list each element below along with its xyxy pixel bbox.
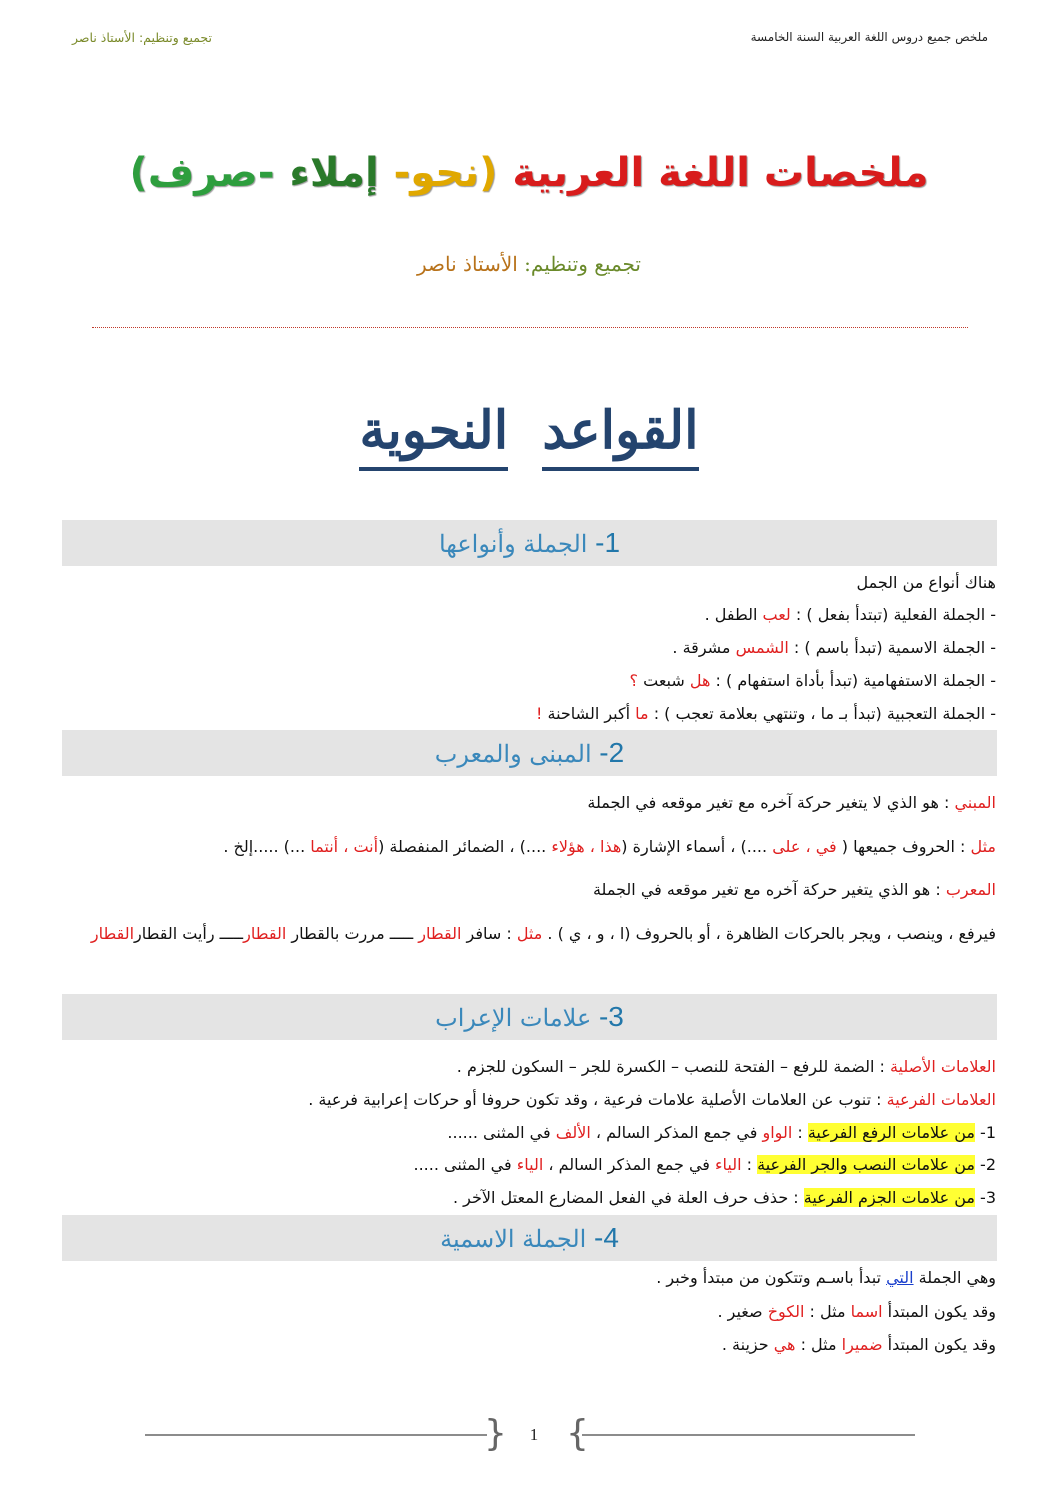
text: في جمع المذكر السالم ،	[543, 1155, 716, 1174]
text: - الجملة الاسمية (تبدأ باسم ) :	[788, 638, 996, 657]
text: ـــــ مررت بالقطار	[286, 924, 419, 943]
text: : تنوب عن العلامات الأصلية علامات فرعية ، وقد تكون حروفا أو حركات إعرابية فرعية .	[308, 1090, 887, 1109]
text: :	[792, 1123, 808, 1142]
section-3-bar	[62, 994, 997, 1040]
author-line	[0, 252, 1058, 276]
example: في ، على	[772, 837, 842, 856]
footer-rule-right	[582, 1434, 915, 1436]
title-part-imla: إملاء	[289, 150, 379, 196]
text: : الضمة للرفع – الفتحة للنصب – الكسرة للجر – السكون للجزم .	[456, 1057, 890, 1076]
s4-def	[62, 1267, 996, 1289]
example: الياء	[516, 1155, 544, 1174]
document-title	[0, 150, 1058, 196]
text: ـــــ رأيت القطار	[134, 924, 244, 943]
section-title: الجملة وأنواعها	[438, 530, 588, 558]
text: - الجملة التعجبية (تبدأ بـ ما ، وتنتهي بعلامة تعجب ) :	[648, 704, 996, 723]
example: هي	[773, 1335, 796, 1354]
example-word: ما	[635, 704, 649, 723]
text: - الجملة الفعلية (تبتدأ بفعل ) :	[790, 605, 996, 624]
section-number: 1-	[595, 527, 621, 558]
heading-word-1: القواعد	[542, 400, 698, 471]
term: المبني	[954, 793, 996, 812]
example-word: هل	[689, 671, 711, 690]
text: حزينة .	[721, 1335, 774, 1354]
section-number: 3-	[598, 1001, 624, 1032]
highlighted-term: من علامات الرفع الفرعية	[807, 1123, 975, 1142]
example: الألف	[555, 1123, 591, 1142]
text: صغير .	[717, 1302, 768, 1321]
text: وقد يكون المبتدأ	[882, 1302, 996, 1321]
text: ...) .....إلخ .	[223, 837, 311, 856]
example: الياء	[715, 1155, 742, 1174]
example: الكوخ	[767, 1302, 805, 1321]
section-number: 2-	[599, 737, 625, 768]
title-part-main: ملخصات اللغة العربية	[512, 150, 929, 196]
section-2-bar	[62, 730, 997, 776]
question-mark: ؟	[629, 671, 639, 690]
text: : الحروف جميعها (	[841, 837, 971, 856]
author-name: الأستاذ ناصر	[417, 252, 518, 276]
author-label: تجميع وتنظيم:	[524, 252, 641, 276]
text: في المثنى ......	[447, 1123, 556, 1142]
page-header-title: ملخص جميع دروس اللغة العربية السنة الخامسة	[750, 30, 988, 44]
text: : هو الذي لا يتغير حركة آخره مع تغير موقعه في الجملة	[587, 793, 955, 812]
s2-murab-def	[62, 879, 996, 901]
highlighted-term: من علامات الجزم الفرعية	[803, 1188, 975, 1207]
text: : حذف حرف العلة في الفعل المضارع المعتل الآخر .	[452, 1188, 804, 1207]
term: مثل	[970, 837, 996, 856]
text: شبعت	[638, 671, 690, 690]
section-4-bar	[62, 1215, 997, 1261]
section-title: الجملة الاسمية	[440, 1225, 587, 1253]
item-number: 1-	[974, 1123, 996, 1142]
text: مثل :	[804, 1302, 851, 1321]
text: - الجملة الاستفهامية (تبدأ بأداة استفهام ) :	[710, 671, 996, 690]
term: العلامات الأصلية	[889, 1057, 996, 1076]
example-word: لعب	[762, 605, 791, 624]
term: العلامات الفرعية	[886, 1090, 996, 1109]
title-part-nahw: (نحو-	[393, 150, 498, 196]
s1-line-nominal	[62, 637, 996, 659]
example: أنت ، أنتما	[310, 837, 379, 856]
example: القطار	[90, 924, 135, 943]
footer-bracket-right: }	[566, 1413, 589, 1454]
s1-line-verbal	[62, 604, 996, 626]
term: اسما	[850, 1302, 883, 1321]
s1-line-exclamation	[62, 703, 996, 725]
dotted-divider	[92, 327, 968, 328]
s3-original-marks	[62, 1056, 996, 1078]
text: فيرفع ، وينصب ، ويجر بالحركات الظاهرة ، أو بالحروف (ا ، و ، ي ) .	[542, 924, 996, 943]
s3-sub-marks	[62, 1089, 996, 1111]
s3-item-1	[62, 1122, 996, 1144]
section-1-bar	[62, 520, 997, 566]
text: مشرقة .	[672, 638, 736, 657]
example-word: الشمس	[735, 638, 789, 657]
text: ....) ، الضمائر المنفصلة (	[378, 837, 552, 856]
linked-word: التي	[886, 1268, 914, 1287]
main-heading	[0, 400, 1058, 471]
page-header-author: تجميع وتنظيم: الأستاذ ناصر	[72, 30, 212, 45]
text: وهي الجملة	[913, 1268, 996, 1287]
text: :	[741, 1155, 758, 1174]
example: الواو	[762, 1123, 793, 1142]
s3-item-2	[62, 1154, 996, 1176]
section-title: المبنى والمعرب	[434, 740, 592, 768]
s3-item-3	[62, 1187, 996, 1209]
text: وقد يكون المبتدأ	[882, 1335, 996, 1354]
highlighted-term: من علامات النصب والجر الفرعية	[757, 1155, 975, 1174]
term: المعرب	[945, 880, 996, 899]
item-number: 2-	[974, 1155, 996, 1174]
s1-intro: هناك أنواع من الجمل	[856, 573, 996, 592]
text: الطفل .	[704, 605, 763, 624]
example: القطار	[418, 924, 462, 943]
section-title: علامات الإعراب	[435, 1004, 592, 1032]
section-number: 4-	[593, 1222, 619, 1253]
page-number: 1	[529, 1425, 539, 1444]
example: هذا ، هؤلاء	[551, 837, 622, 856]
exclamation-mark: !	[535, 704, 543, 723]
s2-mabni-example	[62, 836, 996, 858]
text: تبدأ باسـم وتتكون من مبتدأ وخبر .	[656, 1268, 887, 1287]
text: في المثنى .....	[413, 1155, 517, 1174]
item-number: 3-	[974, 1188, 996, 1207]
title-part-sarf: -صرف)	[129, 150, 275, 196]
text: : هو الذي يتغير حركة آخره مع تغير موقعه في الجملة	[592, 880, 946, 899]
s1-line-question	[62, 670, 996, 692]
heading-word-2: النحوية	[359, 400, 508, 471]
term: ضميرا	[841, 1335, 883, 1354]
s4-noun-example	[62, 1301, 996, 1323]
example: القطار	[243, 924, 287, 943]
text: : سافر	[461, 924, 517, 943]
text: في جمع المذكر السالم ،	[590, 1123, 763, 1142]
footer-bracket-left: {	[484, 1413, 507, 1454]
s2-mabni-def	[62, 792, 996, 814]
footer-rule-left	[145, 1434, 487, 1436]
text: أكبر الشاحنة	[542, 704, 636, 723]
text: ....) ، أسماء الإشارة (	[621, 837, 773, 856]
term: مثل	[516, 924, 543, 943]
s2-murab-example	[62, 923, 996, 945]
s4-pronoun-example	[62, 1334, 996, 1356]
text: مثل :	[795, 1335, 842, 1354]
